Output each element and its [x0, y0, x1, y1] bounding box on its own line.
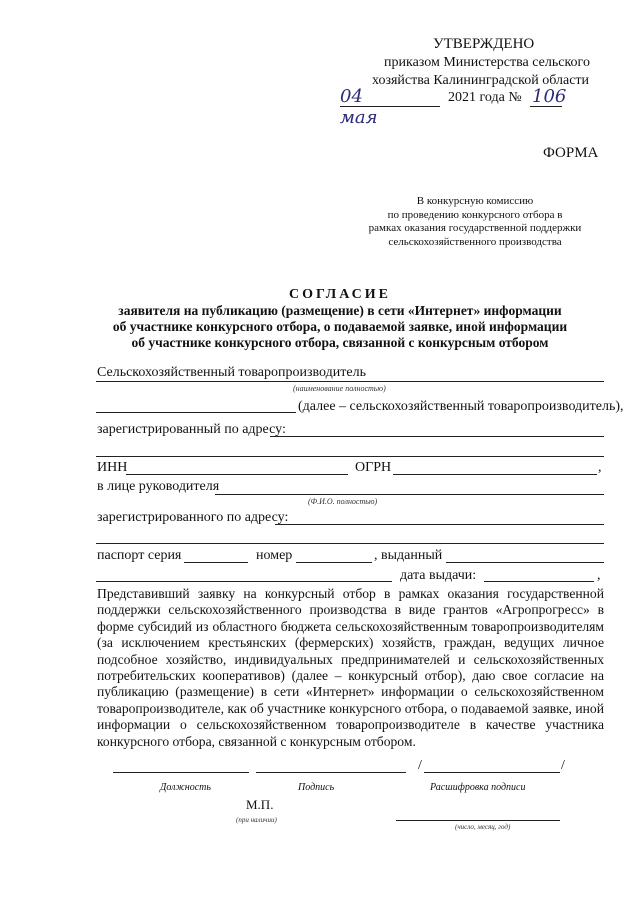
- addressee-line-2: по проведению конкурсного отбора в: [387, 208, 563, 221]
- position-label: Должность: [160, 782, 211, 793]
- issue-date-comma: ,: [597, 568, 601, 583]
- addressee-line-3: рамках оказания государственной поддержки: [368, 222, 582, 234]
- signature-label: Подпись: [298, 782, 335, 793]
- head-hint: (Ф.И.О. полностью): [308, 497, 378, 506]
- date-underline: [340, 106, 440, 107]
- producer-suffix: (далее – сельскохозяйственный товаропроизводитель),: [298, 399, 624, 414]
- ogrn-label: ОГРН: [355, 460, 392, 475]
- registered-address-label: зарегистрированный по адресу:: [97, 422, 286, 437]
- form-label: ФОРМА: [543, 145, 599, 161]
- passport-issued-field[interactable]: [446, 562, 604, 563]
- signing-date-field[interactable]: [396, 820, 560, 821]
- subtitle-line-3: об участнике конкурсного отбора, связанной с конкурсным отбором: [131, 335, 549, 350]
- signature-decode-field[interactable]: [424, 772, 560, 773]
- producer-name-field[interactable]: [96, 381, 604, 382]
- approved-heading: УТВЕРЖДЕНО: [433, 36, 535, 52]
- signature-slash-right: /: [561, 758, 565, 773]
- ogrn-field[interactable]: [393, 474, 597, 475]
- issue-date-label: дата выдачи:: [400, 568, 477, 583]
- signature-slash-left: /: [418, 758, 422, 773]
- inn-field[interactable]: [126, 474, 348, 475]
- addressee-block: [340, 195, 610, 249]
- head-name-field[interactable]: [215, 494, 604, 495]
- handwritten-number: 106: [532, 86, 567, 107]
- addressee-line-4: сельскохозяйственного производства: [388, 235, 562, 248]
- signing-date-hint: (число, месяц, год): [455, 823, 511, 831]
- passport-number-field[interactable]: [296, 562, 372, 563]
- head-address-field-2[interactable]: [96, 543, 604, 544]
- handwritten-date: 04 мая: [340, 86, 378, 128]
- producer-label: Сельскохозяйственный товаропроизводитель: [97, 365, 366, 380]
- registered-address-field[interactable]: [270, 436, 604, 437]
- document-subtitle: [0, 303, 640, 351]
- passport-series-field[interactable]: [184, 562, 248, 563]
- passport-issued-label: , выданный: [374, 548, 443, 563]
- registered-address-field-2[interactable]: [96, 456, 604, 457]
- inn-ogrn-comma: ,: [598, 460, 602, 475]
- subtitle-line-1: заявителя на публикацию (размещение) в сети «Интернет» информации: [118, 303, 562, 318]
- head-address-field[interactable]: [275, 524, 604, 525]
- stamp-hint: (при наличии): [236, 816, 277, 824]
- number-underline: [530, 106, 562, 107]
- addressee-line-1: В конкурсную комиссию: [416, 195, 534, 207]
- signature-decode-label: Расшифровка подписи: [430, 782, 526, 793]
- document-title: СОГЛАСИЕ: [289, 287, 391, 302]
- consent-paragraph: Представивший заявку на конкурсный отбор в рамках оказания государственной поддержки сельскохозяйственного производства в виде грантов «Агропрогресс» в форме субсидий из областного бюджета сельскохозяйственным товаропроизводителям (за исключением крестьянских (фермерских) хозяйств, граждан, ведущих личное подсобное хозяйство, индивидуальных предпринимателей и сельскохозяйственных потребительских кооперативов) (далее – конкурсный отбор), даю свое согласие на публикацию (размещение) в сети «Интернет» информации о сельскохозяйственном товаропроизводителе, как об участнике конкурсного отбора, о подаваемой заявке, иной информации о сельскохозяйственном товаропроизводителе в качестве участника конкурсного отбора, связанной с конкурсным отбором.: [97, 586, 604, 749]
- passport-series-label: паспорт серия: [97, 548, 182, 563]
- head-label: в лице руководителя: [97, 479, 220, 494]
- subtitle-line-2: об участнике конкурсного отбора, о подаваемой заявке, иной информации: [112, 319, 568, 334]
- approved-line-1: приказом Министерства сельского: [384, 55, 590, 70]
- passport-issued-field-2[interactable]: [96, 581, 392, 582]
- producer-name-field-2[interactable]: [96, 412, 296, 413]
- position-field[interactable]: [113, 772, 249, 773]
- producer-hint: (наименование полностью): [293, 384, 386, 393]
- approved-line-2: хозяйства Калининградской области: [372, 73, 590, 88]
- issue-date-field[interactable]: [484, 581, 594, 582]
- passport-number-label: номер: [256, 548, 293, 563]
- signature-field[interactable]: [256, 772, 406, 773]
- inn-label: ИНН: [97, 460, 128, 475]
- approval-year-text: 2021 года №: [448, 90, 522, 105]
- stamp-label: М.П.: [246, 797, 274, 812]
- head-registered-label: зарегистрированного по адресу:: [97, 510, 289, 525]
